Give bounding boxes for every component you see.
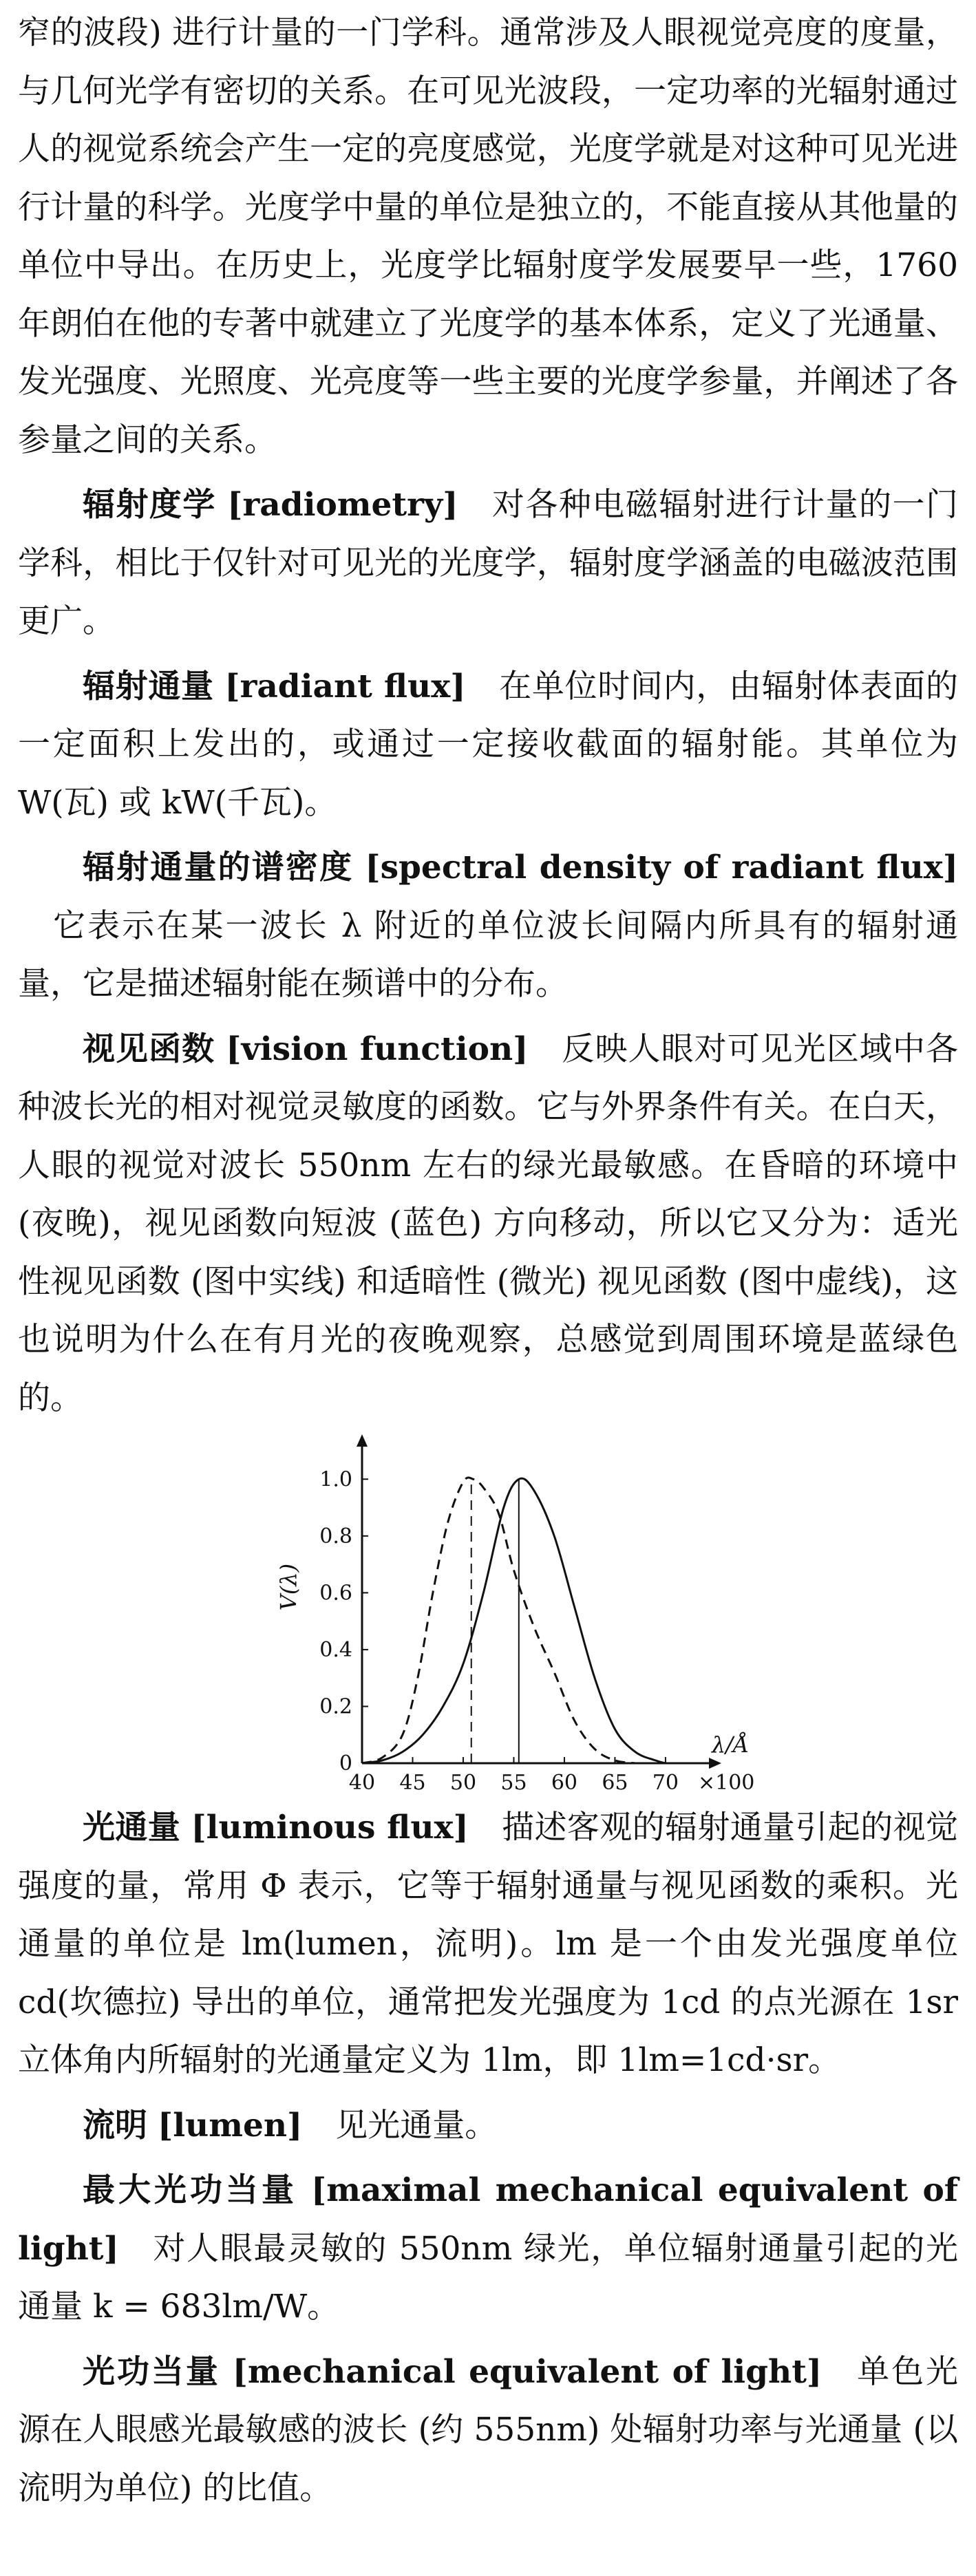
entry-english: [radiant flux]	[224, 667, 466, 705]
entry-english: [luminous flux]	[191, 1809, 469, 1846]
y-tick-label: 0.8	[319, 1524, 352, 1548]
y-tick-label: 0.4	[319, 1637, 352, 1662]
entry-term: 光功当量	[83, 2352, 220, 2391]
y-tick-label: 1.0	[319, 1467, 352, 1492]
chart-svg	[18, 1434, 958, 1792]
entry-mechanical-equivalent	[18, 2343, 958, 2518]
entry-text: 对人眼最灵敏的 550nm 绿光，单位辐射通量引起的光通量 k = 683lm/W。	[18, 2229, 958, 2325]
entry-english: [vision function]	[226, 1030, 529, 1068]
y-tick-label: 0	[339, 1752, 352, 1776]
vision-function-chart	[18, 1434, 958, 1792]
document-page	[18, 4, 958, 2518]
y-axis-arrow	[357, 1434, 368, 1447]
entry-english: [maximal mechanical equivalent of light]	[18, 2171, 959, 2268]
entry-term: 视见函数	[83, 1030, 215, 1068]
entry-text: 描述客观的辐射通量引起的视觉强度的量，常用 Φ 表示，它等于辐射通量与视见函数的乘积。光通量的单位是 lm(lumen，流明)。lm 是一个由发光强度单位 cd(坎德拉) 导出的单位，通常把发光强度为 1cd 的点光源在 1sr 立体角内所辐射的光通量定义为 1lm，即 1lm=1cd·sr。	[18, 1809, 958, 2079]
x-axis-arrow	[709, 1758, 721, 1769]
entry-radiometry	[18, 476, 958, 651]
y-tick-label: 0.6	[319, 1581, 352, 1606]
intro-paragraph: 窄的波段) 进行计量的一门学科。通常涉及人眼视觉亮度的度量，与几何光学有密切的关系。在可见光波段，一定功率的光辐射通过人的视觉系统会产生一定的亮度感觉，光度学就是对这种可见光进行计量的科学。光度学中量的单位是独立的，不能直接从其他量的单位中导出。在历史上，光度学比辐射度学发展要早一些，1760 年朗伯在他的专著中就建立了光度学的基本体系，定义了光通量、发光强度、光照度、光亮度等一些主要的光度学参量，并阐述了各参量之间的关系。	[18, 14, 958, 459]
x-tick-label: 50	[449, 1771, 477, 1792]
entry-term: 最大光功当量	[83, 2171, 298, 2209]
y-tick-label: 0.2	[319, 1694, 352, 1719]
entry-lumen	[18, 2097, 958, 2155]
x-tick-label: 55	[500, 1771, 527, 1792]
y-axis-label: V(λ)	[275, 1563, 301, 1611]
entry-term: 辐射通量	[83, 667, 214, 705]
x-tick-label: 60	[551, 1771, 578, 1792]
entry-text: 对各种电磁辐射进行计量的一门学科，相比于仅针对可见光的光度学，辐射度学涵盖的电磁波范围更广。	[18, 486, 958, 640]
x-axis-label: λ/Å	[712, 1732, 750, 1758]
x-tick-label: 70	[652, 1771, 679, 1792]
entry-text: 在单位时间内，由辐射体表面的一定面积上发出的，或通过一定接收截面的辐射能。其单位为 W(瓦) 或 kW(千瓦)。	[18, 667, 958, 822]
scotopic-curve	[362, 1478, 635, 1763]
entry-term: 光通量	[83, 1809, 181, 1846]
x-tick-label: 45	[399, 1771, 426, 1792]
entry-english: [mechanical equivalent of light]	[232, 2352, 823, 2391]
entry-spectral-density	[18, 839, 958, 1014]
x-tick-label: 65	[602, 1771, 628, 1792]
entry-english: [lumen]	[157, 2106, 303, 2144]
entry-luminous-flux	[18, 1799, 958, 2090]
entry-text: 反映人眼对可见光区域中各种波长光的相对视觉灵敏度的函数。它与外界条件有关。在白天，人眼的视觉对波长 550nm 左右的绿光最敏感。在昏暗的环境中 (夜晚)，视见函数向短波 (蓝色) 方向移动，所以它又分为：适光性视见函数 (图中实线) 和适暗性 (微光) 视见函数 (图中虚线)，这也说明为什么在有月光的夜晚观察，总感觉到周围环境是蓝绿色的。	[18, 1030, 958, 1417]
entry-text: 它表示在某一波长 λ 附近的单位波长间隔内所具有的辐射通量，它是描述辐射能在频谱中的分布。	[18, 906, 958, 1003]
x-axis-multiplier: ×100	[698, 1771, 755, 1792]
entry-text: 见光通量。	[335, 2106, 498, 2144]
entry-term: 辐射通量的谱密度	[83, 849, 354, 886]
entry-term: 流明	[83, 2106, 147, 2144]
x-tick-label: 40	[348, 1771, 376, 1792]
entry-english: [radiometry]	[227, 486, 458, 524]
entry-term: 辐射度学	[83, 486, 216, 524]
entry-max-mechanical-equivalent	[18, 2162, 958, 2337]
entry-text: 单色光源在人眼感光最敏感的波长 (约 555nm) 处辐射功率与光通量 (以流明为单位) 的比值。	[18, 2352, 958, 2507]
entry-english: [spectral density of radiant flux]	[365, 849, 959, 886]
entry-vision-function	[18, 1021, 958, 1428]
entry-radiant-flux	[18, 658, 958, 833]
